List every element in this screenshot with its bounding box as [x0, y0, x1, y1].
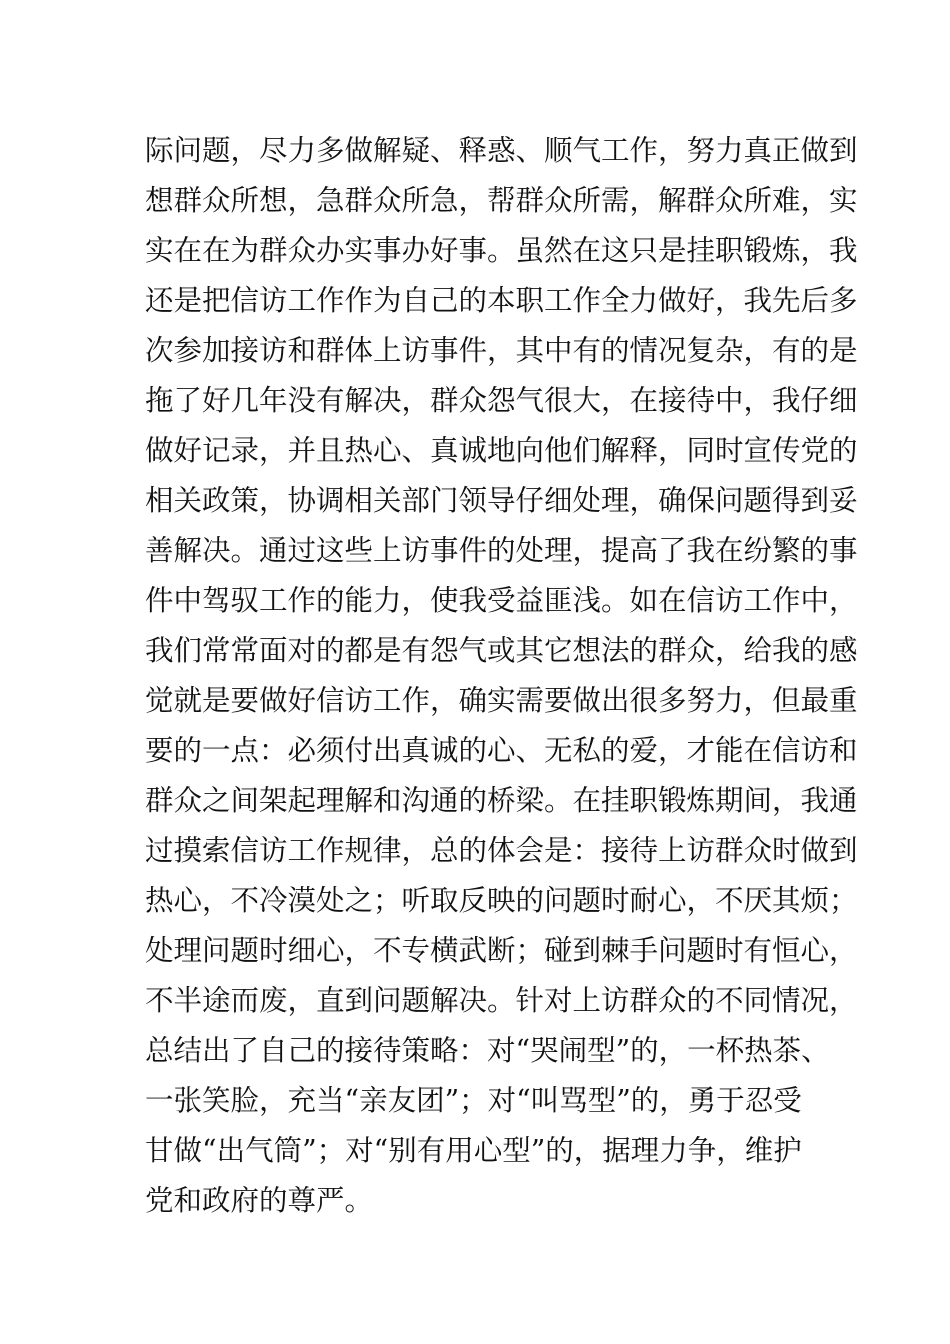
text-line: 拖了好几年没有解决，群众怨气很大，在接待中，我仔细	[145, 384, 858, 417]
text-line: 想群众所想，急群众所急，帮群众所需，解群众所难，实	[145, 184, 858, 217]
text-line: 相关政策，协调相关部门领导仔细处理，确保问题得到妥	[145, 484, 858, 517]
text-line: 做好记录，并且热心、真诚地向他们解释，同时宣传党的	[145, 434, 858, 467]
text-line: 际问题，尽力多做解疑、释惑、顺气工作，努力真正做到	[145, 134, 858, 167]
text-line: 不半途而废，直到问题解决。针对上访群众的不同情况，	[145, 984, 858, 1017]
text-line: 我们常常面对的都是有怨气或其它想法的群众，给我的感	[145, 634, 858, 667]
text-line: 一张笑脸，充当“亲友团”；对“叫骂型”的，勇于忍受	[145, 1084, 802, 1117]
text-line: 要的一点：必须付出真诚的心、无私的爱，才能在信访和	[145, 734, 858, 767]
text-line: 党和政府的尊严。	[145, 1184, 374, 1217]
text-line: 还是把信访工作作为自己的本职工作全力做好，我先后多	[145, 284, 858, 317]
text-line: 觉就是要做好信访工作，确实需要做出很多努力，但最重	[145, 684, 858, 717]
text-line: 件中驾驭工作的能力，使我受益匪浅。如在信访工作中，	[145, 584, 858, 617]
text-line: 处理问题时细心，不专横武断；碰到棘手问题时有恒心，	[145, 934, 858, 967]
text-line: 善解决。通过这些上访事件的处理，提高了我在纷繁的事	[145, 534, 858, 567]
text-line: 实在在为群众办实事办好事。虽然在这只是挂职锻炼，我	[145, 234, 858, 267]
body-paragraph	[145, 126, 858, 1226]
text-line: 总结出了自己的接待策略：对“哭闹型”的，一杯热茶、	[145, 1034, 830, 1067]
text-line: 群众之间架起理解和沟通的桥梁。在挂职锻炼期间，我通	[145, 784, 858, 817]
text-line: 热心，不冷漠处之；听取反映的问题时耐心，不厌其烦；	[145, 884, 858, 917]
text-line: 甘做“出气筒”；对“别有用心型”的，据理力争，维护	[145, 1134, 802, 1167]
text-line: 次参加接访和群体上访事件，其中有的情况复杂，有的是	[145, 334, 858, 367]
text-line: 过摸索信访工作规律，总的体会是：接待上访群众时做到	[145, 834, 858, 867]
